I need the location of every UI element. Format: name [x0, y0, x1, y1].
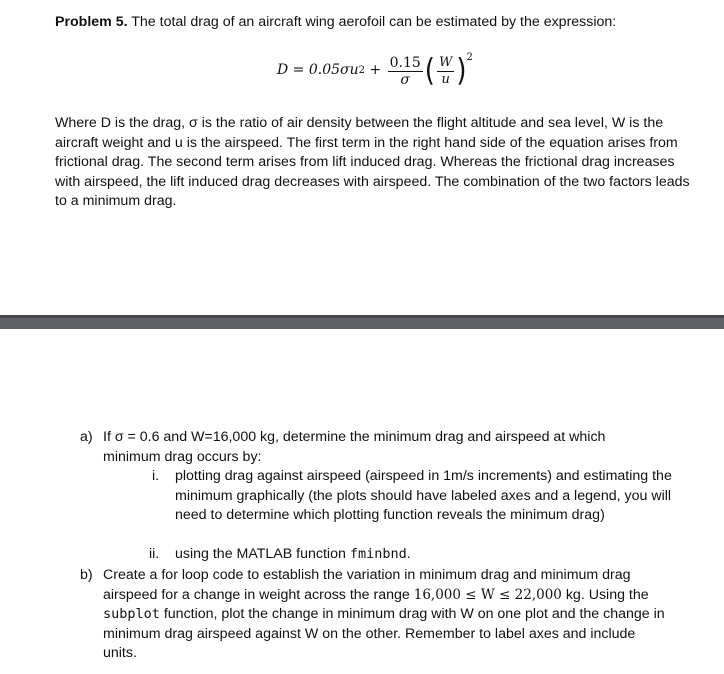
equation-fraction-denominator: σ	[400, 71, 410, 88]
equation-inner-numerator: W	[438, 54, 453, 70]
part-a-ii-text-after: .	[406, 546, 411, 562]
part-a-text: If σ = 0.6 and W=16,000 kg, determine the minimum drag and airspeed at which minimum drag occurs by:	[103, 429, 606, 465]
equation-lhs: D = 0.05σu	[277, 62, 359, 79]
part-a-ii-marker: ii.	[149, 546, 160, 562]
equation-exponent-2: 2	[466, 52, 473, 64]
part-b-text-3: function, plot the change in minimum drag with W on one plot and the change in minimum drag airspeed against W on the other. Remember to label axes and include units.	[103, 606, 665, 661]
part-a-i-text: plotting drag against airspeed (airspeed in 1m/s increments) and estimating the minimum graphically (the plots should have labeled axes and a legend, you will need to determine which plotting function reveals the minimum drag)	[175, 468, 672, 523]
part-a-marker: a)	[80, 429, 93, 445]
part-a-ii-code: fminbnd	[349, 546, 407, 562]
equation-exponent-1: 2	[358, 65, 365, 77]
section-divider	[0, 315, 724, 329]
problem-heading	[55, 13, 695, 33]
equation-right-paren: )	[456, 53, 467, 89]
part-b-text-1: Create a for loop code to establish the variation in minimum drag and minimum drag airspeed for a change in weight across the range	[103, 567, 631, 603]
equation-plus: +	[364, 62, 386, 79]
problem-description: Where D is the drag, σ is the ratio of air density between the flight altitude and sea level, W is the aircraft weight and u is the airspeed. The first term in the right hand side of the equation arises from frictional drag. The second term arises from lift induced drag. Whereas the frictional drag increases with airspeed, the lift induced drag decreases with airspeed. The combination of the two factors leads to a minimum drag.	[55, 115, 690, 209]
part-a-ii-text-before: using the MATLAB function	[175, 546, 350, 562]
part-b-range: 16,000 ≤ W ≤ 22,000	[413, 586, 562, 603]
problem-label: Problem 5.	[55, 14, 128, 30]
equation-inner-denominator: u	[441, 71, 450, 87]
part-b-marker: b)	[80, 567, 93, 583]
equation-fraction	[388, 55, 423, 88]
drag-equation	[277, 48, 473, 94]
part-b-code: subplot	[103, 606, 160, 622]
equation-fraction-numerator: 0.15	[389, 54, 421, 71]
part-b-text-2: kg. Using the	[561, 586, 649, 603]
part-a-ii-text	[175, 545, 675, 565]
equation-left-paren: (	[424, 53, 435, 89]
part-b-text	[103, 566, 673, 664]
problem-intro: The total drag of an aircraft wing aerofoil can be estimated by the expression:	[127, 14, 617, 30]
part-a-i-marker: i.	[152, 468, 160, 484]
equation-inner-fraction	[437, 55, 454, 88]
